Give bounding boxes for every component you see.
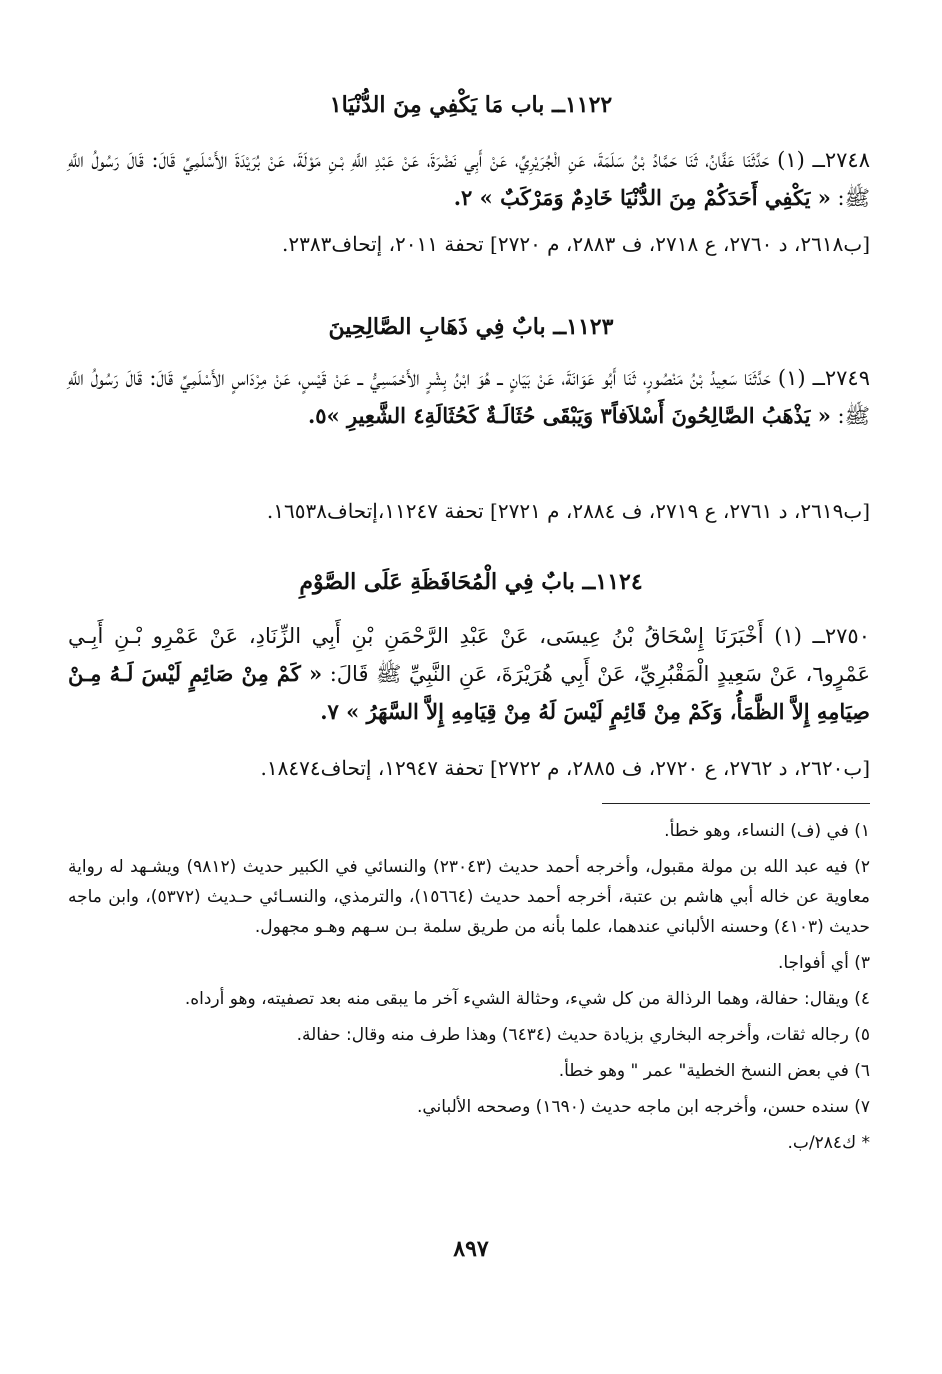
footnote-1: ١) في (ف) النساء، وهو خطأ. <box>664 821 870 841</box>
hadith-2748-quote: « يَكْفِي أَحَدَكُمْ مِنَ الدُّنْيَا خَادِمٌ وَمَرْكَبٌ » ٢. <box>453 185 831 210</box>
page-number: ٨٩٧ <box>453 1236 489 1262</box>
footnote-4: ٤) ويقال: حفالة، وهما الرذالة من كل شيء، وحثالة الشيء آخر ما يبقى منه بعد تصفيته، وهو أرداه. <box>184 989 870 1009</box>
footnote-6: ٦) في بعض النسخ الخطية" عمر " وهو خطأ. <box>558 1061 870 1081</box>
footnote-marker: * ك٢٨٤/ب. <box>787 1133 870 1153</box>
footnote-2: ٢) فيه عبد الله بن مولة مقبول، وأخرجه أحمد حديث (٢٣٠٤٣) والنسائي في الكبير حديث (٩٨١٢) ويشـهد له رواية معاوية عن خاله أبي هاشم بن عتبة، أخرجه أحمد حديث (١٥٦٦٤)، والترمذي، والنسـائي حـديث (٥٣٧٢)، وابن ماجه حديث (٤١٠٣) وحسنه الألباني عندهما، علما بأنه من طريق سلمة بـن سـهم وهـو مجهول. <box>68 857 870 937</box>
footnote-5: ٥) رجاله ثقات، وأخرجه البخاري بزيادة حديث (٦٤٣٤) وهذا طرف منه وقال: حفالة. <box>296 1025 870 1045</box>
hadith-2749-text: ٢٧٤٩ــ (١) حَدَّثَنَا سَعِيدُ بْنُ مَنْصُورٍ، ثَنَا أَبُو عَوَانَةَ، عَنْ بَيَانٍ ــ هُوَ ابْنُ بِشْرٍ الأَحْمَسِيُّ ــ عَنْ قَيْسٍ، عَنْ مِرْدَاسٍ الأَسْلَمِيِّ قَالَ: قَالَ رَسُولُ اللَّهِ ﷺ: <box>68 366 870 428</box>
footnote-7: ٧) سنده حسن، وأخرجه ابن ماجه حديث (١٦٩٠) وصححه الألباني. <box>416 1097 870 1117</box>
section-title-1122: ١١٢٢ــ باب مَا يَكْفِي مِنَ الدُّنْيَا١ <box>329 92 613 118</box>
hadith-2748-text: ٢٧٤٨ــ (١) حَدَّثَنَا عَفَّانُ، ثَنَا حَمَّادُ بْنُ سَلَمَةَ، عَنِ الْجُرَيْرِيِّ، عَنْ أَبِي نَضْرَةَ، عَنْ عَبْدِ اللَّهِ بْـنِ مَوْلَةَ، عَنْ بُرَيْدَةَ الأَسْلَمِيِّ قَالَ: قَالَ رَسُولُ اللَّهِ ﷺ: <box>68 148 870 210</box>
hadith-2750-quote: « كَمْ مِنْ صَائِمٍ لَيْسَ لَـهُ مِـنْ صِيَامِهِ إِلاَّ الظَّمَأُ، وَكَمْ مِنْ قَائِمٍ لَيْسَ لَهُ مِنْ قِيَامِهِ إِلاَّ السَّهَرُ » ٧. <box>68 661 870 724</box>
references-2748: [ب٢٦١٨، د ٢٧٦٠، ع ٢٧١٨، ف ٢٨٨٣، م ٢٧٢٠] تحفة ٢٠١١، إتحاف٢٣٨٣. <box>282 232 870 256</box>
footnotes <box>68 816 870 1164</box>
section-title-1123: ١١٢٣ــ بابٌ فِي ذَهَابِ الصَّالِحِينَ <box>328 314 614 340</box>
hadith-2750-text: ٢٧٥٠ــ (١) أَخْبَرَنَا إِسْحَاقُ بْنُ عِيسَى، عَنْ عَبْدِ الرَّحْمَنِ بْنِ أَبِي الزِّنَادِ، عَنْ عَمْرِو بْـنِ أَبِـي عَمْرٍو٦، عَنْ سَعِيدٍ الْمَقْبُرِيِّ، عَنْ أَبِي هُرَيْرَةَ، عَنِ النَّبِيِّ ﷺ قَالَ: <box>68 624 870 686</box>
hadith-2749-quote: « يَذْهَبُ الصَّالِحُونَ أَسْلاَفاً٣ وَيَبْقَى حُثَالَـةٌ كَحُثَالَةِ٤ الشَّعِيرِ »٥. <box>307 403 831 428</box>
hadith-2748 <box>68 141 870 217</box>
section-title-1124: ١١٢٤ــ بابٌ فِي الْمُحَافَظَةِ عَلَى الصَّوْمِ <box>299 569 643 595</box>
hadith-2750 <box>68 617 870 731</box>
references-2749: [ب٢٦١٩، د ٢٧٦١، ع ٢٧١٩، ف ٢٨٨٤، م ٢٧٢١] تحفة ١١٢٤٧،إتحاف١٦٥٣٨. <box>266 499 870 523</box>
footnote-separator <box>602 803 870 804</box>
footnote-3: ٣) أي أفواجا. <box>777 953 870 973</box>
references-2750: [ب٢٦٢٠، د ٢٧٦٢، ع ٢٧٢٠، ف ٢٨٨٥، م ٢٧٢٢] تحفة ١٢٩٤٧، إتحاف١٨٤٧٤. <box>260 756 870 780</box>
hadith-2749 <box>68 359 870 435</box>
